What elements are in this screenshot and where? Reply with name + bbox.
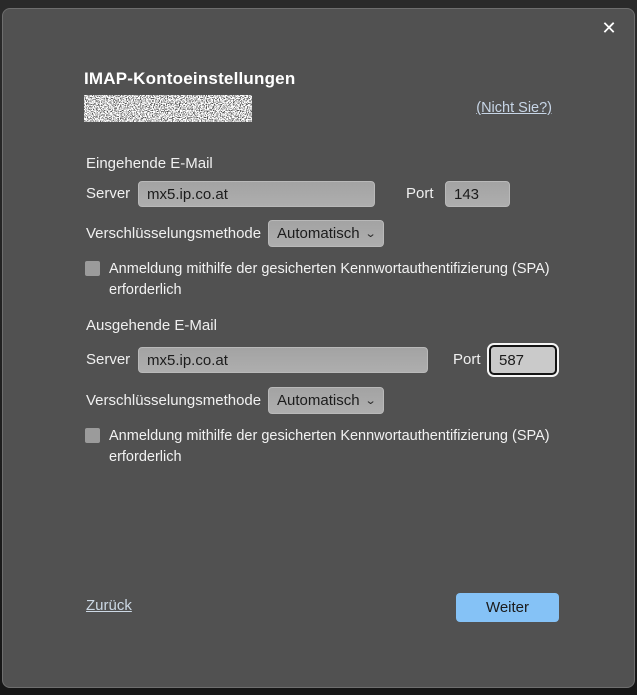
chevron-down-icon: ⌄ [364, 395, 377, 407]
outgoing-encryption-dropdown[interactable] [268, 387, 384, 414]
incoming-spa-checkbox-label: Anmeldung mithilfe der gesicherten Kennwortauthentifizierung (SPA) erforderlich [109, 261, 550, 298]
outgoing-encryption-value: Automatisch [277, 392, 360, 409]
incoming-spa-checkbox[interactable] [85, 261, 100, 276]
outgoing-encryption-label: Verschlüsselungsmethode [86, 392, 262, 409]
not-you-link[interactable]: (Nicht Sie?) [476, 100, 552, 116]
close-icon[interactable]: ✕ [601, 17, 617, 38]
outgoing-port-input[interactable] [489, 345, 557, 375]
dialog-title: IMAP-Kontoeinstellungen [84, 69, 296, 88]
incoming-port-label: Port [406, 185, 434, 202]
incoming-encryption-value: Automatisch [277, 225, 360, 242]
incoming-encryption-label: Verschlüsselungsmethode [86, 225, 262, 242]
back-link[interactable]: Zurück [86, 597, 132, 614]
outgoing-spa-checkbox-label: Anmeldung mithilfe der gesicherten Kennwortauthentifizierung (SPA) erforderlich [109, 428, 550, 465]
next-button[interactable]: Weiter [456, 593, 559, 622]
chevron-down-icon: ⌄ [364, 228, 377, 240]
outgoing-port-label: Port [453, 351, 481, 368]
imap-settings-dialog [2, 8, 635, 688]
outgoing-spa-checkbox[interactable] [85, 428, 100, 443]
incoming-port-input[interactable] [445, 181, 510, 207]
redacted-email-scribble [84, 95, 252, 127]
incoming-section-heading: Eingehende E-Mail [86, 155, 213, 172]
outgoing-server-input[interactable] [138, 347, 428, 373]
incoming-server-input[interactable] [138, 181, 375, 207]
outgoing-server-label: Server [86, 351, 131, 368]
outgoing-section-heading: Ausgehende E-Mail [86, 317, 217, 334]
incoming-server-label: Server [86, 185, 131, 202]
incoming-encryption-dropdown[interactable] [268, 220, 384, 247]
